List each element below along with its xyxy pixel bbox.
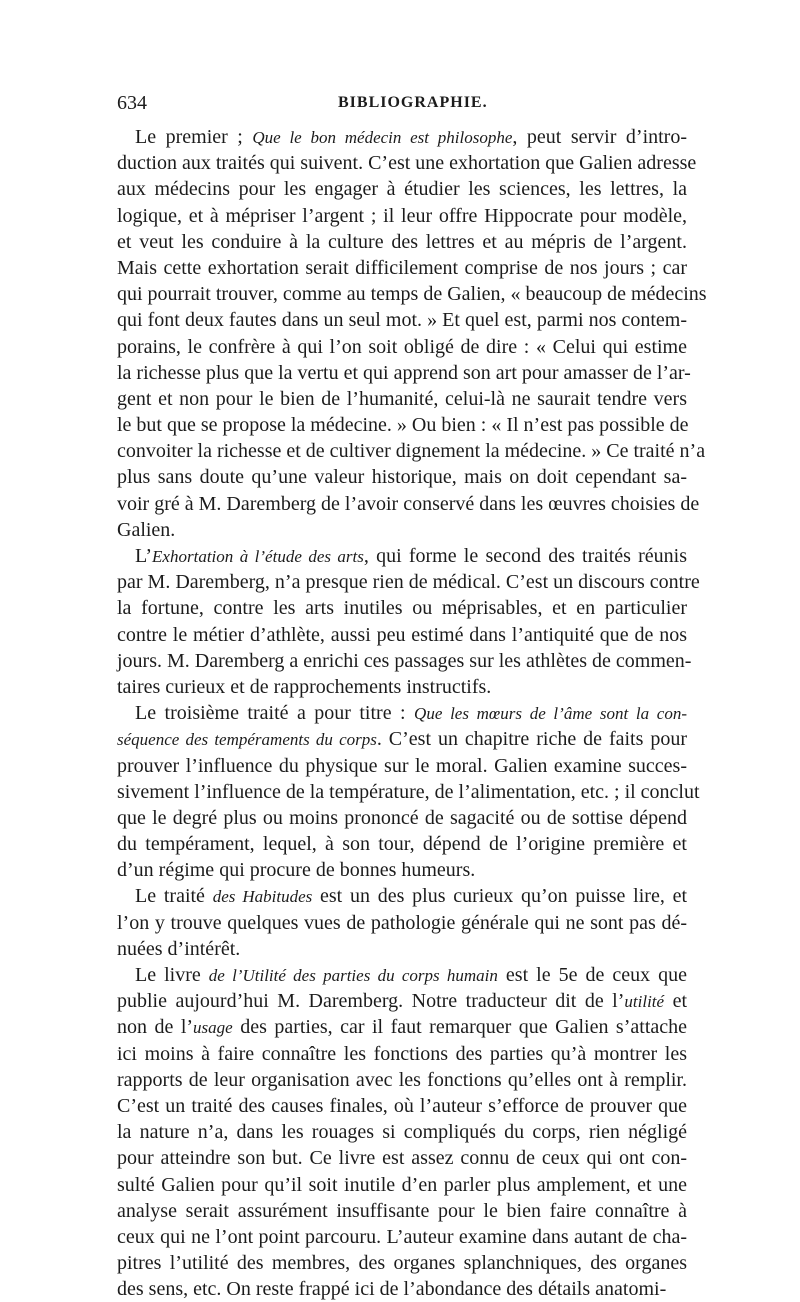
text-run: Galien.: [117, 518, 176, 541]
text-run: nuées d’intérêt.: [117, 937, 241, 960]
italic-title: des Habitudes: [212, 887, 313, 907]
text-line: [117, 569, 700, 595]
text-run: C’est un traité des causes finales, où l’auteur s’efforce de prouver que: [117, 1094, 687, 1117]
text-line: [117, 543, 687, 569]
text-run: qui pourrait trouver, comme au temps de Galien, « beaucoup de médecins: [117, 283, 707, 306]
text-run: du tempérament, lequel, à son tour, dépend de l’origine première et: [117, 833, 687, 856]
text-run: est le 5e de ceux que: [497, 964, 687, 986]
text-run: duction aux traités qui suivent. C’est une exhortation que Galien adresse: [117, 152, 697, 175]
text-run: convoiter la richesse et de cultiver dignement la médecine. » Ce traité n’a: [117, 440, 706, 463]
text-line: [117, 176, 687, 202]
text-run: Le livre: [135, 964, 209, 986]
text-run: et: [664, 990, 688, 1013]
text-line: [117, 438, 706, 464]
text-line: [117, 491, 700, 517]
text-run: sivement l’influence de la température, de l’alimentation, etc. ; il conclut: [117, 780, 700, 803]
text-run: d’un régime qui procure de bonnes humeurs.: [117, 859, 476, 882]
text-run: L’: [135, 545, 153, 567]
text-line: [117, 281, 707, 307]
italic-title: de l’Utilité des parties du corps humain: [208, 966, 498, 985]
text-line: [117, 962, 687, 988]
text-run: voir gré à M. Daremberg de l’avoir conservé dans les œuvres choisies de: [117, 492, 700, 515]
text-line: [117, 1119, 687, 1145]
text-run: la fortune, contre les arts inutiles ou méprisables, et en particulier: [117, 597, 687, 620]
text-run: gent et non pour le bien de l’humanité, celui-là ne saurait tendre vers: [117, 387, 687, 410]
text-line: [117, 307, 687, 333]
text-line: [117, 464, 687, 490]
text-line: [117, 1224, 687, 1250]
paragraph: [117, 124, 707, 543]
text-run: prouver l’influence du physique sur le moral. Galien examine succes-: [117, 754, 687, 777]
text-line: [117, 779, 700, 805]
text-line: [117, 936, 687, 962]
text-line: [117, 857, 687, 883]
page-header: [117, 92, 686, 118]
text-run: l’on y trouve quelques vues de pathologie générale qui ne sont pas dé-: [117, 911, 687, 934]
text-run: qui font deux fautes dans un seul mot. » Et quel est, parmi nos contem-: [117, 309, 687, 332]
text-run: la nature n’a, dans les rouages si compliqués du corps, rien négligé: [117, 1121, 687, 1144]
text-line: [117, 1041, 687, 1067]
text-line: [117, 648, 692, 674]
text-line: [117, 386, 687, 412]
text-line: [117, 831, 687, 857]
text-run: par M. Daremberg, n’a presque rien de médical. C’est un discours contre: [117, 571, 700, 594]
text-line: [117, 124, 687, 150]
italic-title: Exhortation à l’étude des arts: [152, 547, 364, 566]
text-line: [117, 412, 687, 438]
text-line: [117, 988, 687, 1014]
text-line: [117, 1276, 687, 1302]
text-line: [117, 360, 691, 386]
text-line: [117, 150, 697, 176]
italic-title: séquence des tempéraments du corps: [117, 730, 377, 750]
text-run: analyse serait assurément insuffisante pour le bien faire connaître à: [117, 1199, 687, 1222]
text-line: [117, 1250, 687, 1276]
text-run: non de l’: [117, 1016, 194, 1039]
italic-title: Que le bon médecin est philosophe: [252, 128, 513, 147]
text-line: [117, 805, 687, 831]
text-line: [117, 334, 687, 360]
running-head: BIBLIOGRAPHIE.: [338, 94, 488, 111]
text-line: [117, 674, 687, 700]
text-run: publie aujourd’hui M. Daremberg. Notre traducteur dit de l’: [117, 990, 625, 1013]
text-line: [117, 753, 687, 779]
body-text: [117, 124, 707, 1302]
text-line: [117, 1198, 687, 1224]
text-line: [117, 622, 687, 648]
text-run: ceux qui ne l’ont point parcouru. L’auteur examine dans autant de cha-: [117, 1225, 687, 1248]
text-line: [117, 255, 687, 281]
text-run: . C’est un chapitre riche de faits pour: [376, 728, 687, 751]
text-run: jours. M. Daremberg a enrichi ces passages sur les athlètes de commen-: [117, 649, 692, 672]
text-run: est un des plus curieux qu’on puisse lire, et: [312, 885, 688, 908]
text-run: que le degré plus ou moins prononcé de sagacité ou de sottise dépend: [117, 806, 687, 829]
text-run: des parties, car il faut remarquer que Galien s’attache: [232, 1016, 688, 1039]
paragraph: [117, 700, 700, 883]
text-run: contre le métier d’athlète, aussi peu estimé dans l’antiquité que de nos: [117, 623, 687, 646]
text-line: [117, 910, 687, 936]
text-run: , peut servir d’intro-: [512, 126, 688, 148]
text-run: Le troisième traité a pour titre :: [135, 702, 415, 725]
text-run: pitres l’utilité des membres, des organes splanchniques, des organes: [117, 1252, 687, 1275]
text-line: [117, 883, 687, 909]
text-line: [117, 1093, 687, 1119]
text-run: et veut les conduire à la culture des lettres et au mépris de l’argent.: [117, 230, 687, 253]
text-line: [117, 203, 687, 229]
paragraph: [117, 883, 687, 962]
paragraph: [117, 962, 687, 1302]
text-run: le but que se propose la médecine. » Ou bien : « Il n’est pas possible de: [117, 414, 689, 437]
text-run: , qui forme le second des traités réunis: [363, 545, 687, 567]
text-run: Mais cette exhortation serait difficilement comprise de nos jours ; car: [117, 256, 687, 279]
text-line: [117, 229, 687, 255]
text-run: des sens, etc. On reste frappé ici de l’abondance des détails anatomi-: [117, 1278, 667, 1301]
text-run: la richesse plus que la vertu et qui apprend son art pour amasser de l’ar-: [117, 361, 691, 384]
text-run: pour atteindre son but. Ce livre est assez connu de ceux qui ont con-: [117, 1147, 687, 1170]
page-number: 634: [117, 92, 147, 114]
text-run: sulté Galien pour qu’il soit inutile d’en parler plus amplement, et une: [117, 1173, 687, 1196]
text-line: [117, 726, 687, 752]
text-run: Le premier ;: [135, 126, 253, 148]
text-run: logique, et à mépriser l’argent ; il leur offre Hippocrate pour modèle,: [117, 204, 687, 227]
text-line: [117, 1172, 687, 1198]
text-run: porains, le confrère à qui l’on soit obligé de dire : « Celui qui estime: [117, 335, 687, 358]
text-run: rapports de leur organisation avec les fonctions qu’elles ont à remplir.: [117, 1068, 687, 1091]
text-line: [117, 1067, 687, 1093]
text-line: [117, 1014, 687, 1040]
text-run: taires curieux et de rapprochements instructifs.: [117, 675, 492, 698]
text-line: [117, 700, 687, 726]
text-run: Le traité: [135, 885, 213, 908]
italic-title: usage: [193, 1018, 233, 1038]
italic-title: Que les mœurs de l’âme sont la con-: [414, 704, 688, 724]
text-run: plus sans doute qu’une valeur historique, mais on doit cependant sa-: [117, 466, 687, 489]
text-run: aux médecins pour les engager à étudier les sciences, les lettres, la: [117, 178, 687, 201]
italic-title: utilité: [624, 992, 665, 1012]
paragraph: [117, 543, 700, 700]
text-run: ici moins à faire connaître les fonctions des parties qu’à montrer les: [117, 1042, 687, 1065]
text-line: [117, 517, 687, 543]
text-line: [117, 595, 687, 621]
text-line: [117, 1145, 687, 1171]
